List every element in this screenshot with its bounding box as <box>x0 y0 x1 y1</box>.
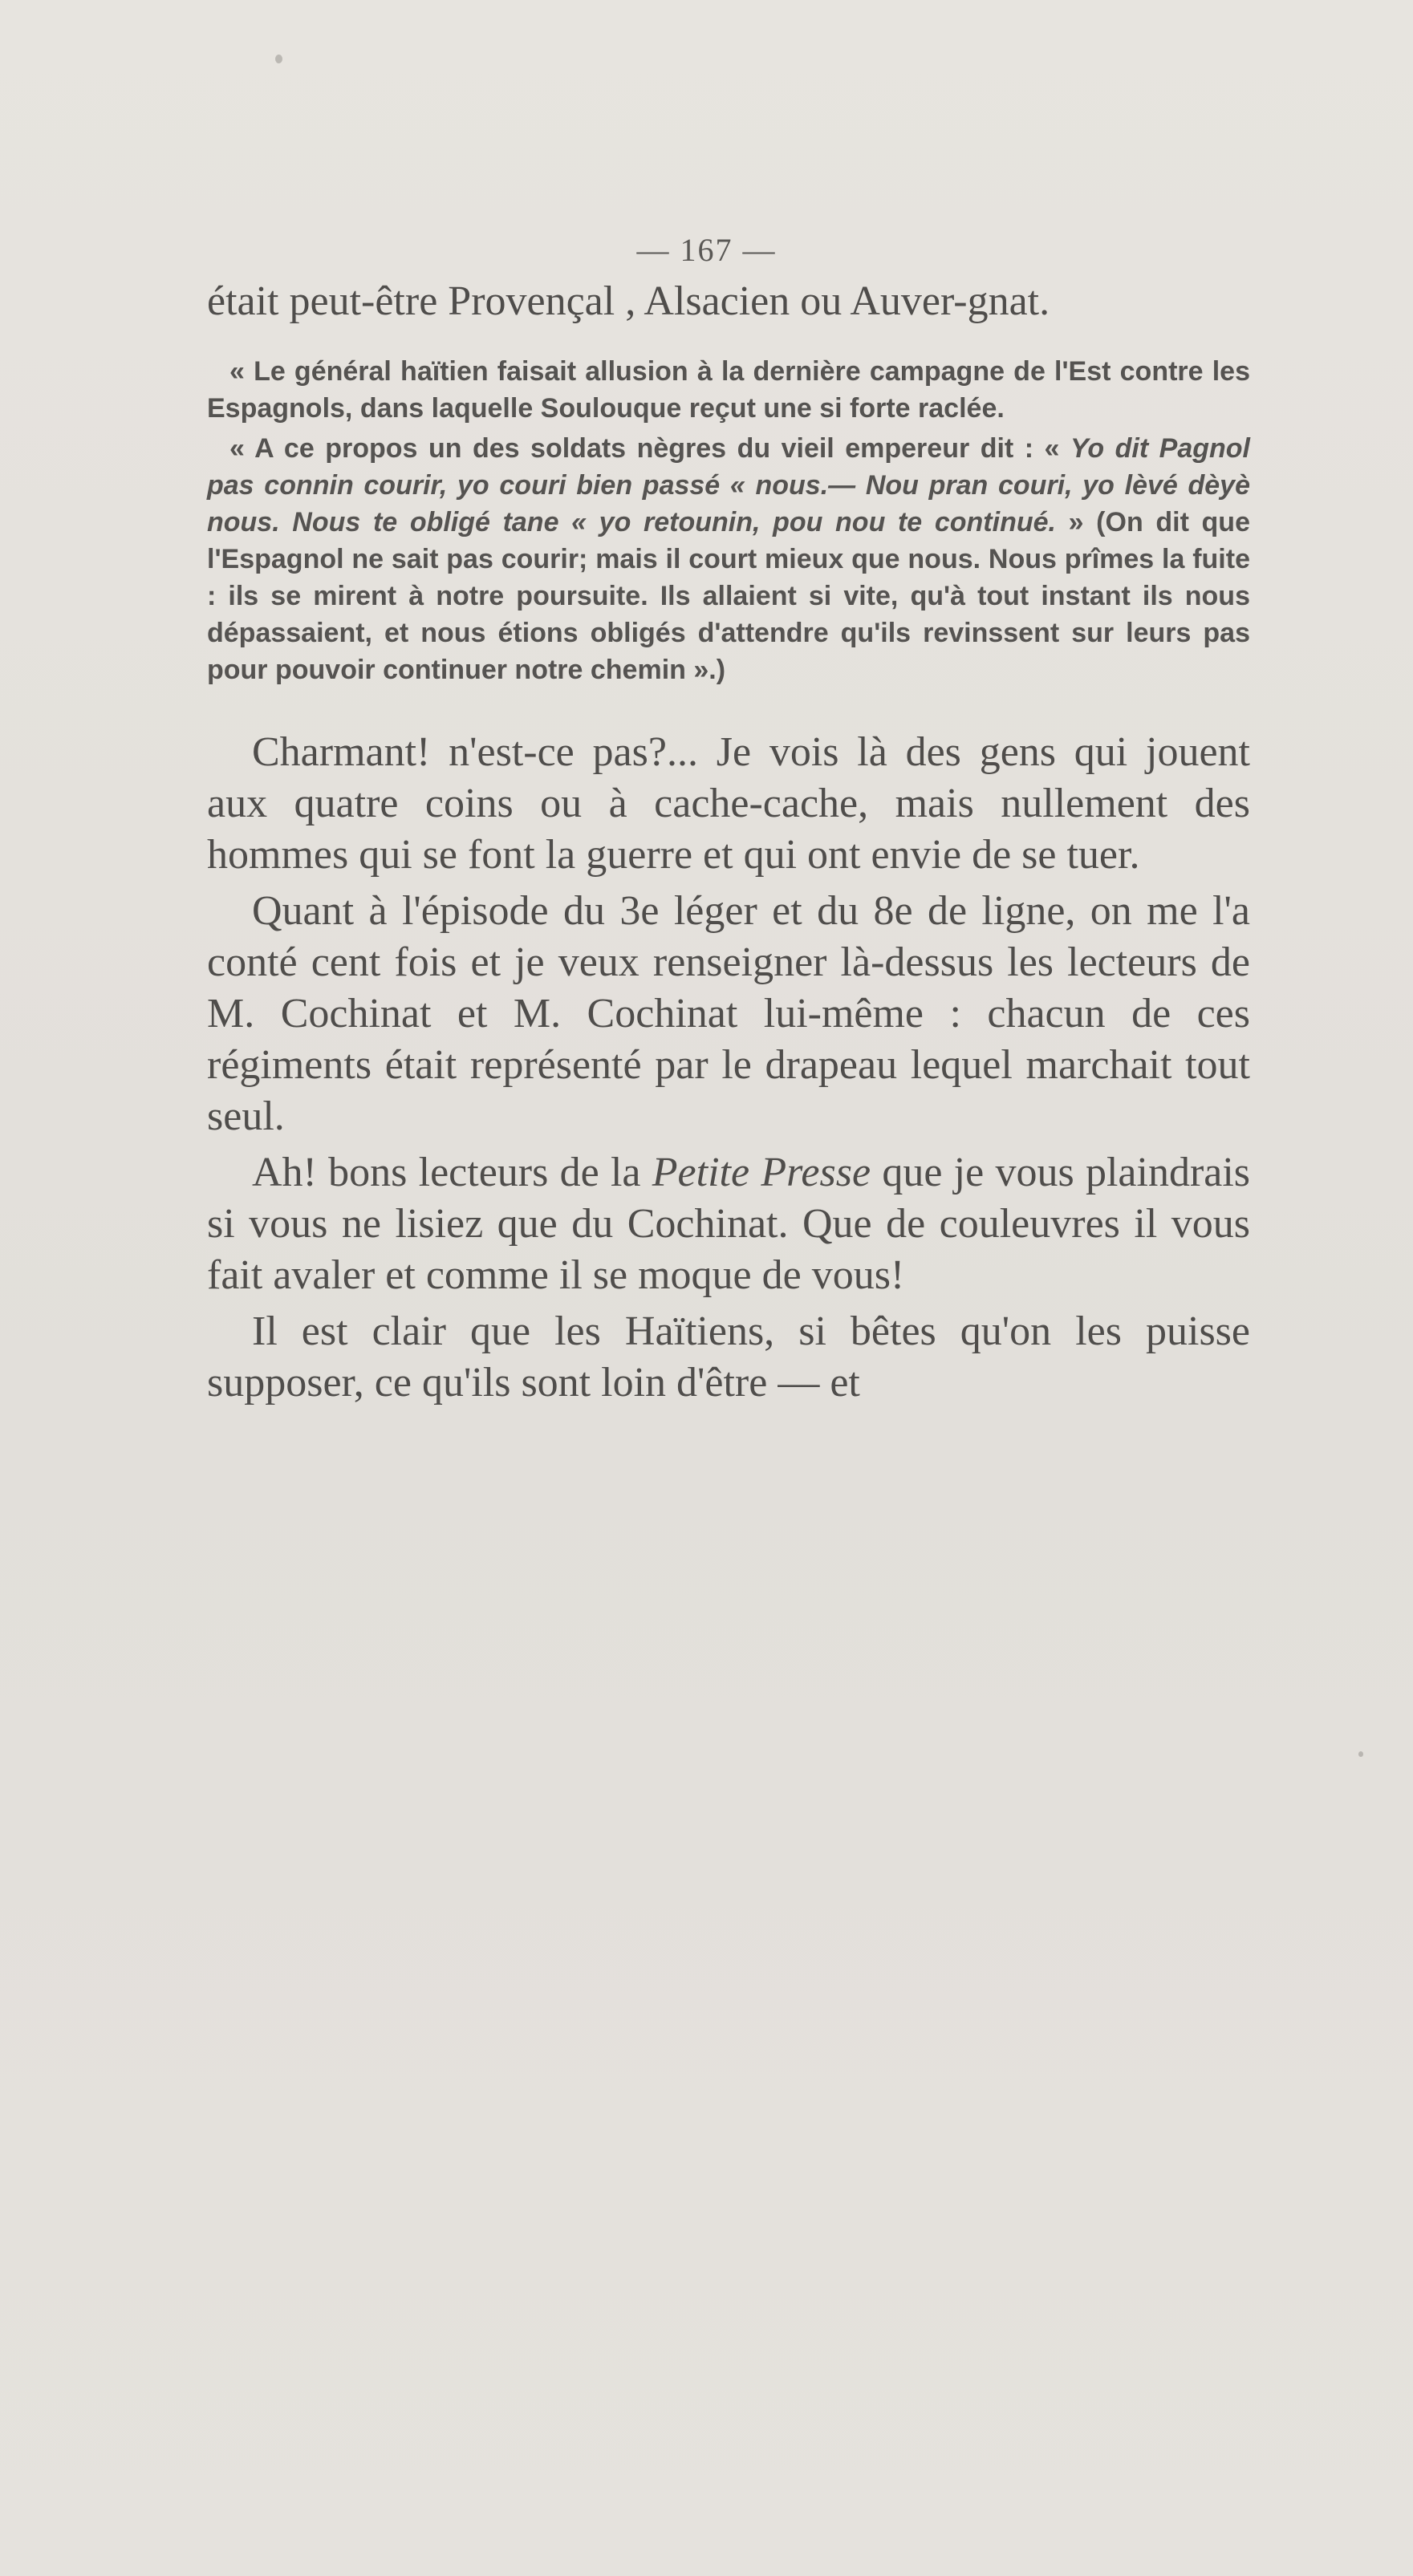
quote-paragraph: « Le général haïtien faisait allusion à la dernière campagne de l'Est contre les Espagnols, dans laquelle Soulouque reçut une si forte raclée. <box>207 356 1250 424</box>
body-paragraph: Il est clair que les Haïtiens, si bêtes qu'on les puisse supposer, ce qu'ils sont loin d'être — et <box>207 1308 1250 1406</box>
newspaper-title: Petite Presse <box>652 1150 871 1195</box>
creole-quote: Yo dit Pagnol pas connin courir, yo couri bien passé « nous.— Nou pran couri, yo lèvé dèyè nous. Nous te obligé tane « yo retounin, pou nou te continué. <box>207 433 1250 538</box>
body-paragraph: Charmant! n'est-ce pas?... Je vois là des gens qui jouent aux quatre coins ou à cache-cache, mais nullement des hommes qui se font la guerre et qui ont envie de se tuer. <box>207 729 1250 878</box>
paragraph-text: Ah! bons lecteurs de la <box>252 1150 641 1195</box>
opening-paragraph: était peut-être Provençal , Alsacien ou Auver-gnat. <box>207 278 1050 324</box>
paragraph-text: que je vous plaindrais si vous ne lisiez que du Cochinat. Que de couleuvres il vous fait avaler et comme il se moque de vous! <box>207 1150 1251 1298</box>
paper-speck <box>275 55 282 63</box>
page-text <box>207 276 1250 1409</box>
quote-translation: » (On dit que l'Espagnol ne sait pas courir; mais il court mieux que nous. Nous prîmes la fuite : ils se mirent à notre poursuite. Ils allaient si vite, qu'à tout instant ils nous dépassaient, et nous étions obligés d'attendre qu'ils revinssent sur leurs pas pour pouvoir continuer notre chemin ».) <box>207 507 1250 685</box>
paper-speck <box>1358 1751 1363 1757</box>
quote-paragraph <box>207 430 1250 688</box>
page-number: — 167 — <box>636 232 777 268</box>
quote-lead: « A ce propos un des soldats nègres du vieil empereur dit : « <box>229 433 1060 464</box>
body-paragraph <box>207 1147 1250 1301</box>
quoted-passage <box>207 353 1250 688</box>
body-paragraph: Quant à l'épisode du 3e léger et du 8e de ligne, on me l'a conté cent fois et je veux renseigner là-dessus les lecteurs de M. Cochinat et M. Cochinat lui-même : chacun de ces régiments était représenté par le drapeau lequel marchait tout seul. <box>207 888 1250 1139</box>
